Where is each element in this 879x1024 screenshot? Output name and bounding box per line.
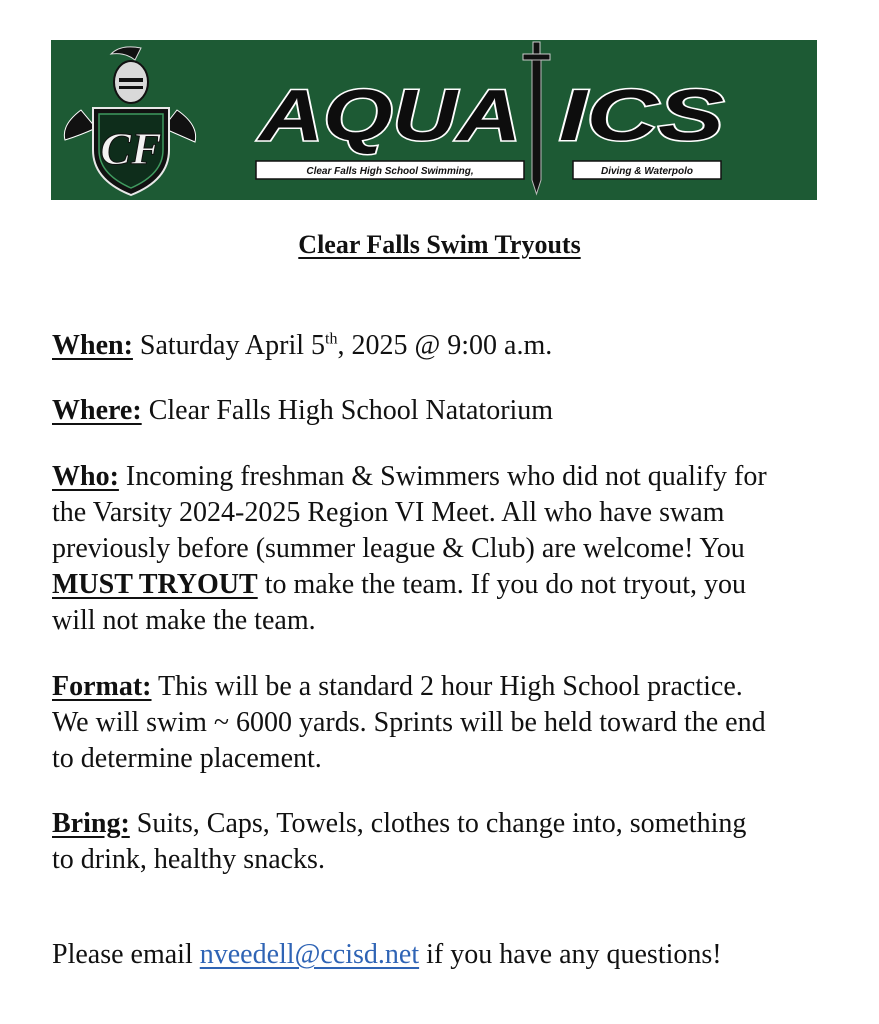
bring-line-1 xyxy=(52,806,842,842)
where-paragraph xyxy=(52,393,842,429)
who-line-4 xyxy=(52,567,842,603)
format-label: Format: xyxy=(52,671,152,702)
who-line-3: previously before (summer league & Club) are welcome! You xyxy=(52,533,745,564)
when-label: When: xyxy=(52,330,133,361)
wordmark-right: ICS xyxy=(559,76,724,156)
when-date-suffix: th xyxy=(325,330,338,348)
who-line-5: will not make the team. xyxy=(52,605,316,636)
where-text: Clear Falls High School Natatorium xyxy=(141,395,554,426)
bring-label: Bring: xyxy=(52,808,130,839)
who-text-4: to make the team. If you do not tryout, you xyxy=(257,569,747,600)
format-line-3: to determine placement. xyxy=(52,743,322,774)
contact-before: Please email xyxy=(52,939,200,970)
when-paragraph xyxy=(52,328,842,364)
bring-paragraph xyxy=(52,806,842,878)
who-line-2: the Varsity 2024-2025 Region VI Meet. All who have swam xyxy=(52,497,725,528)
subtitle-right: Diving & Waterpolo xyxy=(600,166,694,177)
bring-line-2: to drink, healthy snacks. xyxy=(52,844,325,875)
school-initials: CF xyxy=(100,123,162,174)
email-link[interactable]: nveedell@ccisd.net xyxy=(199,939,420,970)
contact-after: if you have any questions! xyxy=(419,939,722,970)
sword-icon xyxy=(523,42,550,194)
format-line-2: We will swim ~ 6000 yards. Sprints will be held toward the end xyxy=(52,707,766,738)
who-text-1: Incoming freshman & Swimmers who did not qualify for xyxy=(118,461,767,492)
who-line-1 xyxy=(52,459,842,495)
format-paragraph xyxy=(52,669,842,777)
must-tryout-emphasis: MUST TRYOUT xyxy=(52,569,258,600)
who-paragraph xyxy=(52,459,842,639)
subtitle-left: Clear Falls High School Swimming, xyxy=(306,166,474,177)
wordmark-left: AQUA xyxy=(256,76,521,156)
who-label: Who: xyxy=(52,461,119,492)
when-time: , 2025 @ 9:00 a.m. xyxy=(337,330,553,361)
where-label: Where: xyxy=(52,395,142,426)
contact-paragraph xyxy=(52,937,842,973)
bring-text-1: Suits, Caps, Towels, clothes to change into, something xyxy=(129,808,747,839)
aquatics-banner xyxy=(51,40,817,200)
format-line-1 xyxy=(52,669,842,705)
page-title: Clear Falls Swim Tryouts xyxy=(298,230,581,259)
format-text-1: This will be a standard 2 hour High School practice. xyxy=(151,671,743,702)
banner-graphic xyxy=(51,40,817,200)
when-date: Saturday April 5 xyxy=(132,330,325,361)
